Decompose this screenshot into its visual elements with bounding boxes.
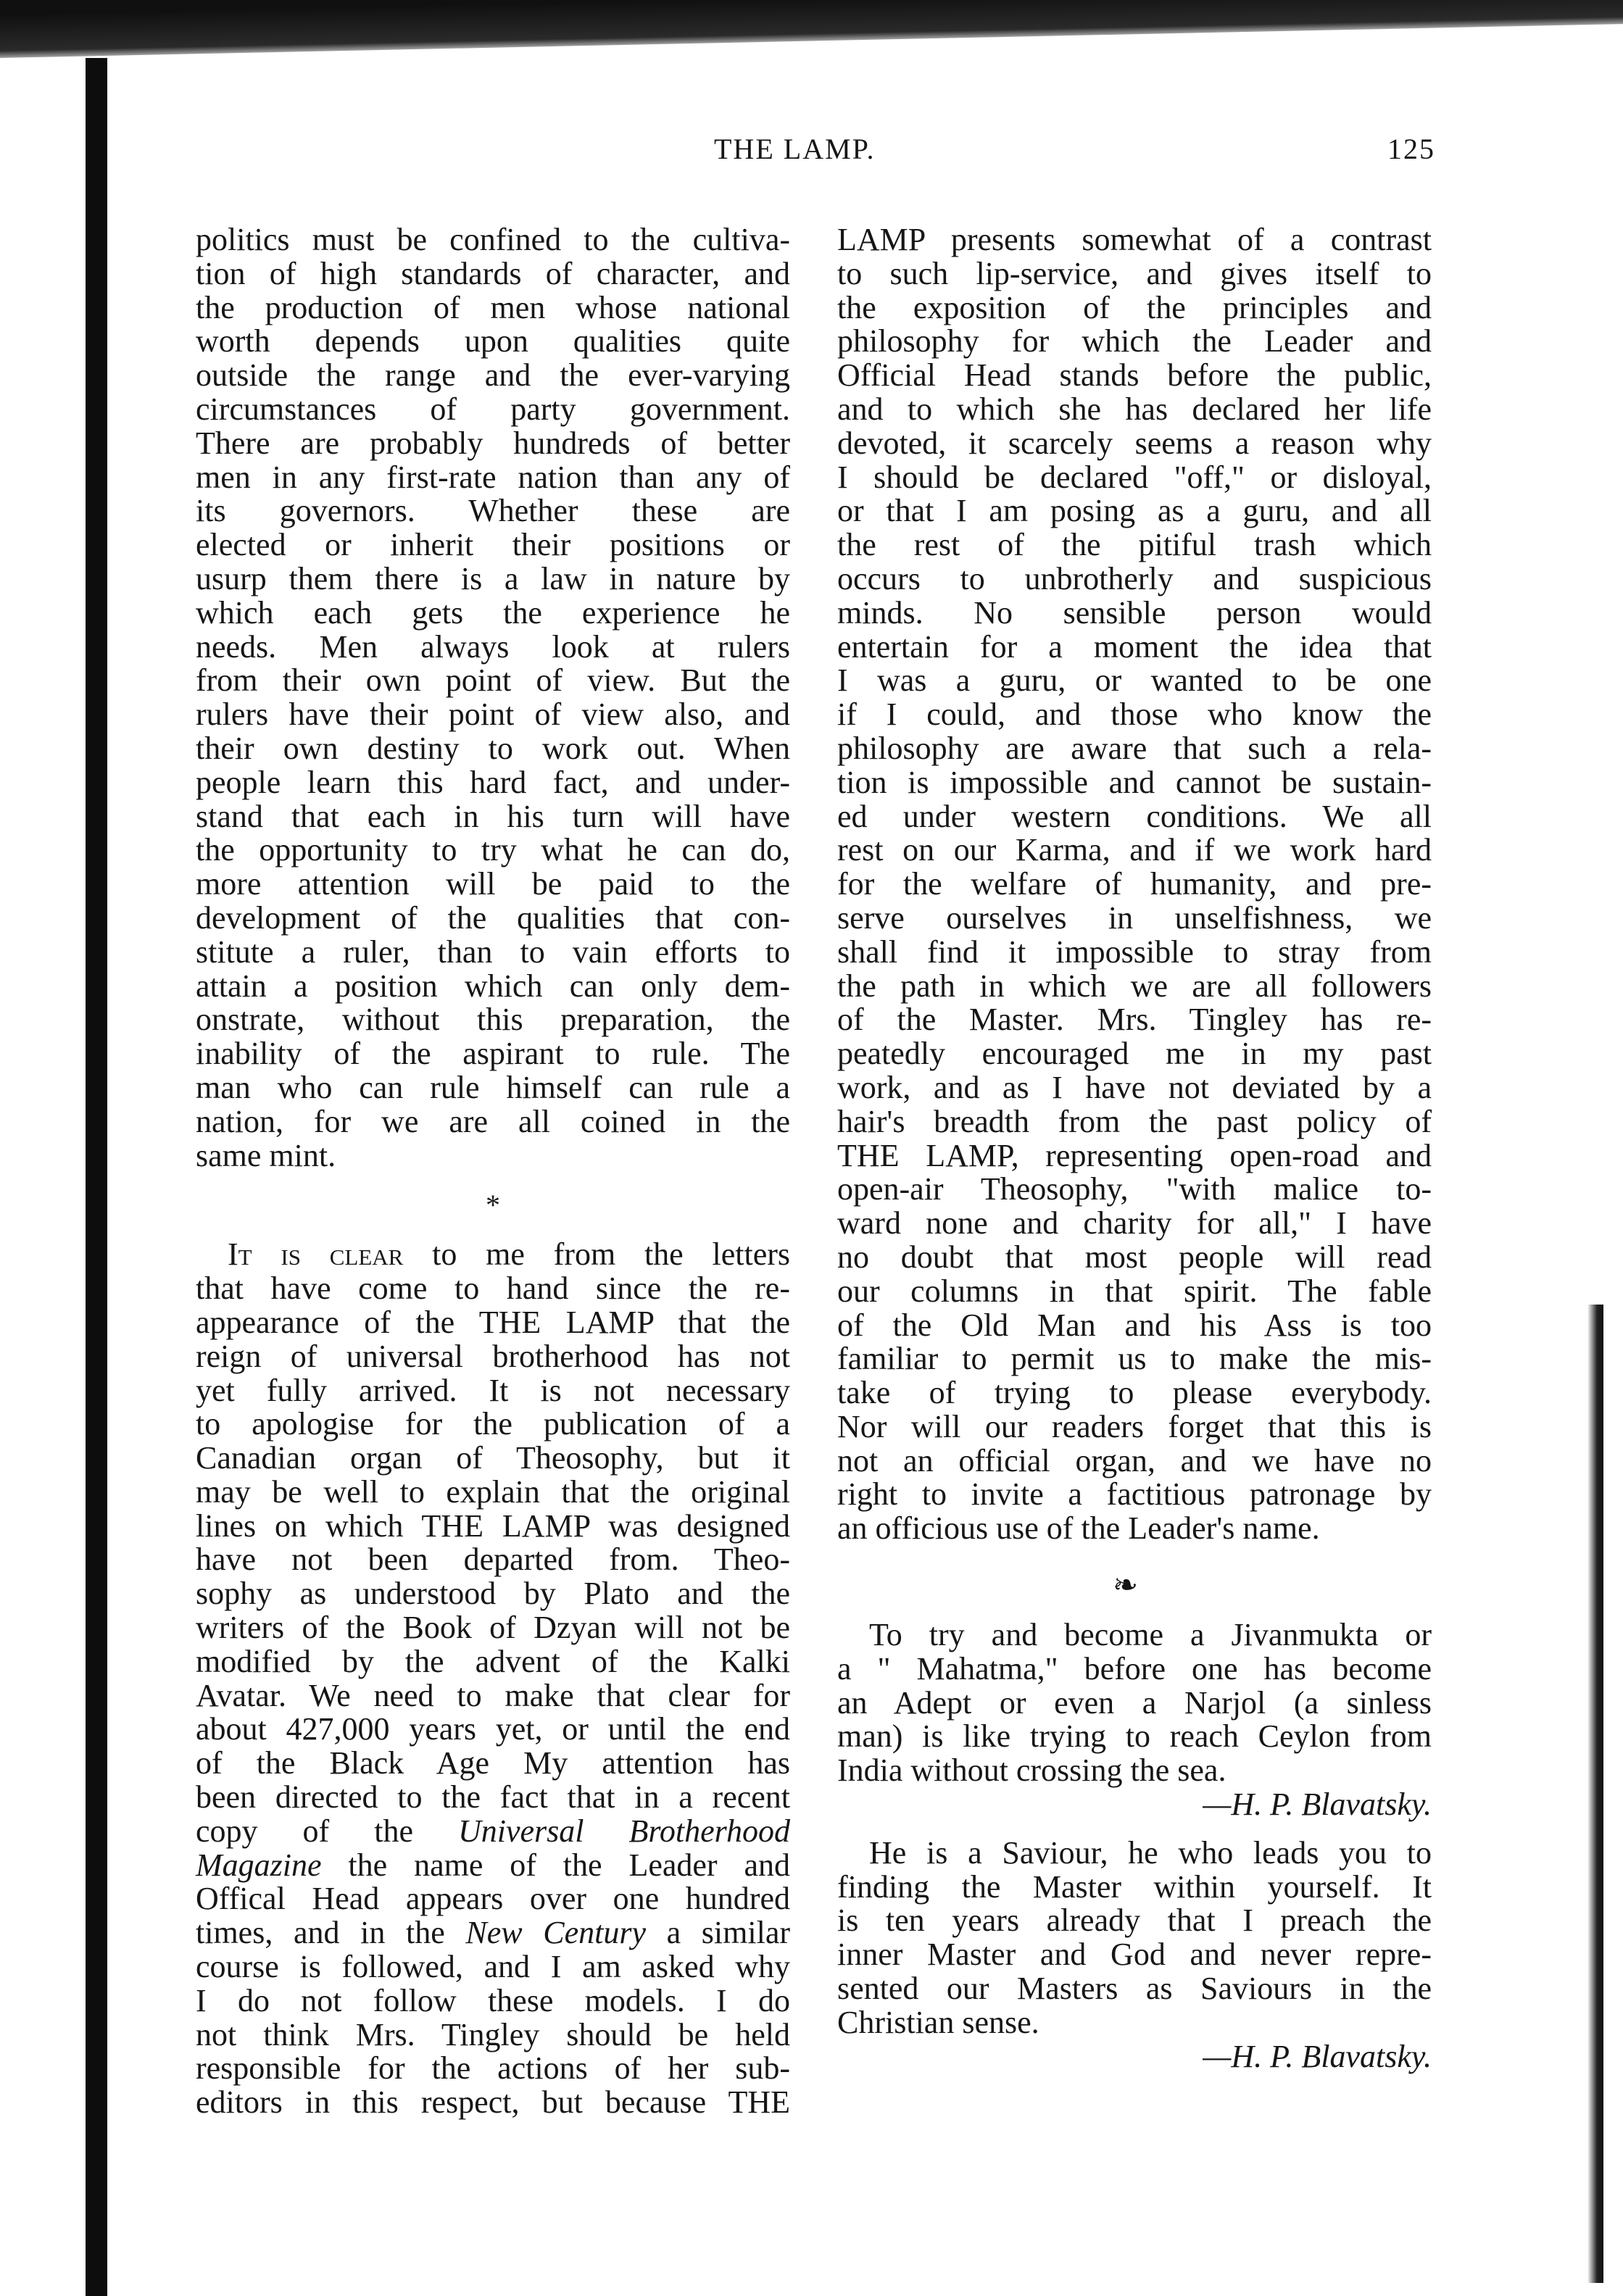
text-line: minds. No sensible person would	[837, 594, 1432, 631]
text-line: ward none and charity for all," I have	[837, 1205, 1432, 1241]
spacer	[837, 1822, 1432, 1837]
text-line: Canadian organ of Theosophy, but it	[196, 1440, 790, 1476]
quote-jivanmukta	[837, 1618, 1432, 1822]
text-line: Christian sense.	[837, 2004, 1039, 2040]
text-line: its governors. Whether these are	[196, 493, 790, 529]
text-line: devoted, it scarcely seems a reason why	[837, 425, 1432, 461]
text-line: Avatar. We need to make that clear for	[196, 1677, 790, 1713]
text-line: nation, for we are all coined in the	[196, 1103, 790, 1139]
quote-saviour	[837, 1834, 1432, 2074]
text-line: To try and become a Jivanmukta or	[869, 1617, 1432, 1653]
text-line: needs. Men always look at rulers	[196, 628, 790, 665]
text-line: usurp them there is a law in nature by	[196, 560, 790, 596]
text-line: tion is impossible and cannot be sustain-	[837, 764, 1432, 800]
text-line: sophy as understood by Plato and the	[196, 1576, 790, 1612]
text-line: to such lip-service, and gives itself to	[837, 255, 1432, 291]
text-line: onstrate, without this preparation, the	[196, 1002, 790, 1038]
text-line: I do not follow these models. I do	[196, 1982, 790, 2018]
text-line: about 427,000 years yet, or until the end	[196, 1711, 790, 1747]
journal-title: THE LAMP.	[714, 133, 876, 165]
section-separator: *	[486, 1189, 500, 1222]
text-line: the opportunity to try what he can do,	[196, 832, 790, 868]
text-fragment: the name of the Leader and	[321, 1847, 790, 1883]
text-line: the exposition of the principles and	[837, 289, 1432, 325]
text-line: lines on which THE LAMP was designed	[196, 1507, 790, 1544]
text-line: the rest of the pitiful trash which	[837, 527, 1432, 563]
text-line: men in any first-rate nation than any of	[196, 459, 790, 495]
text-line: inability of the aspirant to rule. The	[196, 1036, 790, 1072]
italic-title: Magazine	[196, 1847, 322, 1883]
text-line: development of the qualities that con-	[196, 899, 790, 936]
text-line: work, and as I have not deviated by a	[837, 1069, 1432, 1105]
text-line: Official Head stands before the public,	[837, 357, 1432, 394]
text-line: sented our Masters as Saviours in the	[837, 1971, 1432, 2007]
italic-title: Universal Brotherhood	[458, 1813, 790, 1849]
text-line: have not been departed from. Theo-	[196, 1542, 790, 1578]
text-line: India without crossing the sea.	[837, 1752, 1226, 1789]
text-line: is ten years already that I preach the	[837, 1902, 1432, 1939]
running-header	[714, 132, 1435, 175]
text-line: open-air Theosophy, "with malice to-	[837, 1171, 1432, 1207]
text-line: from their own point of view. But the	[196, 662, 790, 699]
text-line: may be well to explain that the original	[196, 1473, 790, 1510]
text-line: of the Master. Mrs. Tingley has re-	[837, 1002, 1432, 1038]
text-line: writers of the Book of Dzyan will not be	[196, 1610, 790, 1646]
text-line: or that I am posing as a guru, and all	[837, 493, 1432, 529]
text-line: of the Black Age My attention has	[196, 1745, 790, 1781]
text-line: take of trying to please everybody.	[837, 1375, 1432, 1411]
text-line: attain a position which can only dem-	[196, 968, 790, 1004]
text-line: a " Mahatma," before one has become	[837, 1650, 1432, 1686]
text-line: more attention will be paid to the	[196, 866, 790, 902]
text-line: people learn this hard fact, and under-	[196, 764, 790, 800]
text-line: shall find it impossible to stray from	[837, 933, 1432, 970]
text-line: course is followed, and I am asked why	[196, 1949, 790, 1985]
text-line: an Adept or even a Narjol (a sinless	[837, 1684, 1432, 1721]
text-line: modified by the advent of the Kalki	[196, 1643, 790, 1679]
text-fragment: times, and in the	[196, 1915, 466, 1951]
paragraph-lamp-contrast	[837, 223, 1432, 1546]
text-line: reign of universal brotherhood has not	[196, 1338, 790, 1374]
text-fragment: copy of the	[196, 1813, 458, 1849]
text-fragment: a similar	[646, 1915, 791, 1951]
scan-edge-top	[0, 0, 1623, 58]
text-line: stand that each in his turn will have	[196, 798, 790, 834]
text-line: I should be declared "off," or disloyal,	[837, 459, 1432, 495]
text-line: inner Master and God and never repre-	[837, 1937, 1432, 1973]
lead-in-small-caps: It is clear	[228, 1236, 404, 1273]
text-line: same mint.	[196, 1137, 336, 1173]
paragraph-it-is-clear	[196, 1238, 790, 2120]
text-line: familiar to permit us to make the mis-	[837, 1341, 1432, 1377]
italic-title: New Century	[465, 1915, 646, 1951]
text-line: LAMP presents somewhat of a contrast	[837, 222, 1432, 257]
text-line: Nor will our readers forget that this is	[837, 1408, 1432, 1444]
text-line: finding the Master within yourself. It	[837, 1868, 1432, 1905]
text-line: There are probably hundreds of better	[196, 425, 790, 461]
text-fragment: to me from the letters	[403, 1236, 790, 1273]
text-line: not an official organ, and we have no	[837, 1442, 1432, 1478]
text-line: man who can rule himself can rule a	[196, 1069, 790, 1105]
text-line: if I could, and those who know the	[837, 696, 1432, 733]
text-line: circumstances of party government.	[196, 391, 790, 427]
text-line: appearance of the THE LAMP that the	[196, 1304, 790, 1340]
text-line: to apologise for the publication of a	[196, 1406, 790, 1442]
text-line: outside the range and the ever-varying	[196, 357, 790, 394]
text-line	[196, 1849, 790, 1883]
text-line: responsible for the actions of her sub-	[196, 2050, 790, 2087]
text-line: politics must be confined to the cultiva-	[196, 222, 790, 257]
text-line	[196, 1815, 790, 1849]
text-line: hair's breadth from the past policy of	[837, 1103, 1432, 1139]
text-line: philosophy are aware that such a rela-	[837, 730, 1432, 766]
text-line: for the welfare of humanity, and pre-	[837, 866, 1432, 902]
scan-edge-left	[86, 58, 107, 2296]
text-line: of the Old Man and his Ass is too	[837, 1307, 1432, 1343]
text-line: Offical Head appears over one hundred	[196, 1881, 790, 1917]
text-line: tion of high standards of character, and	[196, 255, 790, 291]
text-line: been directed to the fact that in a recent	[196, 1779, 790, 1815]
text-line: an officious use of the Leader's name.	[837, 1510, 1320, 1547]
ornament-icon: ❧	[1113, 1569, 1139, 1603]
text-line: right to invite a factitious patronage by	[837, 1476, 1432, 1513]
text-line: THE LAMP, representing open-road and	[837, 1137, 1432, 1173]
page-number: 125	[1387, 133, 1435, 165]
scan-edge-right	[1587, 1305, 1603, 2283]
text-line: serve ourselves in unselfishness, we	[837, 899, 1432, 936]
text-line: I was a guru, or wanted to be one	[837, 662, 1432, 699]
quote-attribution: —H. P. Blavatsky.	[1203, 2038, 1432, 2074]
text-line: stitute a ruler, than to vain efforts to	[196, 933, 790, 970]
left-column	[196, 223, 790, 2120]
text-line: and to which she has declared her life	[837, 391, 1432, 427]
text-line: He is a Saviour, he who leads you to	[869, 1834, 1432, 1871]
text-line: the path in which we are all followers	[837, 968, 1432, 1004]
text-line: that have come to hand since the re-	[196, 1270, 790, 1307]
text-line: occurs to unbrotherly and suspicious	[837, 560, 1432, 596]
text-line: their own destiny to work out. When	[196, 730, 790, 766]
paragraph-politics	[196, 223, 790, 1173]
text-line: rest on our Karma, and if we work hard	[837, 832, 1432, 868]
text-line: rulers have their point of view also, and	[196, 696, 790, 733]
text-line: no doubt that most people will read	[837, 1239, 1432, 1275]
text-line: yet fully arrived. It is not necessary	[196, 1372, 790, 1408]
text-line: elected or inherit their positions or	[196, 527, 790, 563]
text-line: the production of men whose national	[196, 289, 790, 325]
text-line: man) is like trying to reach Ceylon from	[837, 1718, 1432, 1755]
text-line: our columns in that spirit. The fable	[837, 1273, 1432, 1309]
text-line	[196, 1238, 790, 1272]
text-line: philosophy for which the Leader and	[837, 323, 1432, 359]
text-line: editors in this respect, but because THE	[196, 2084, 790, 2121]
text-line: peatedly encouraged me in my past	[837, 1036, 1432, 1072]
text-line: not think Mrs. Tingley should be held	[196, 2016, 790, 2052]
text-line: ed under western conditions. We all	[837, 798, 1432, 834]
text-line: which each gets the experience he	[196, 594, 790, 631]
quote-attribution: —H. P. Blavatsky.	[1203, 1787, 1432, 1823]
text-line: entertain for a moment the idea that	[837, 628, 1432, 665]
right-column	[837, 223, 1432, 2074]
text-line	[196, 1916, 790, 1950]
text-line: worth depends upon qualities quite	[196, 323, 790, 359]
